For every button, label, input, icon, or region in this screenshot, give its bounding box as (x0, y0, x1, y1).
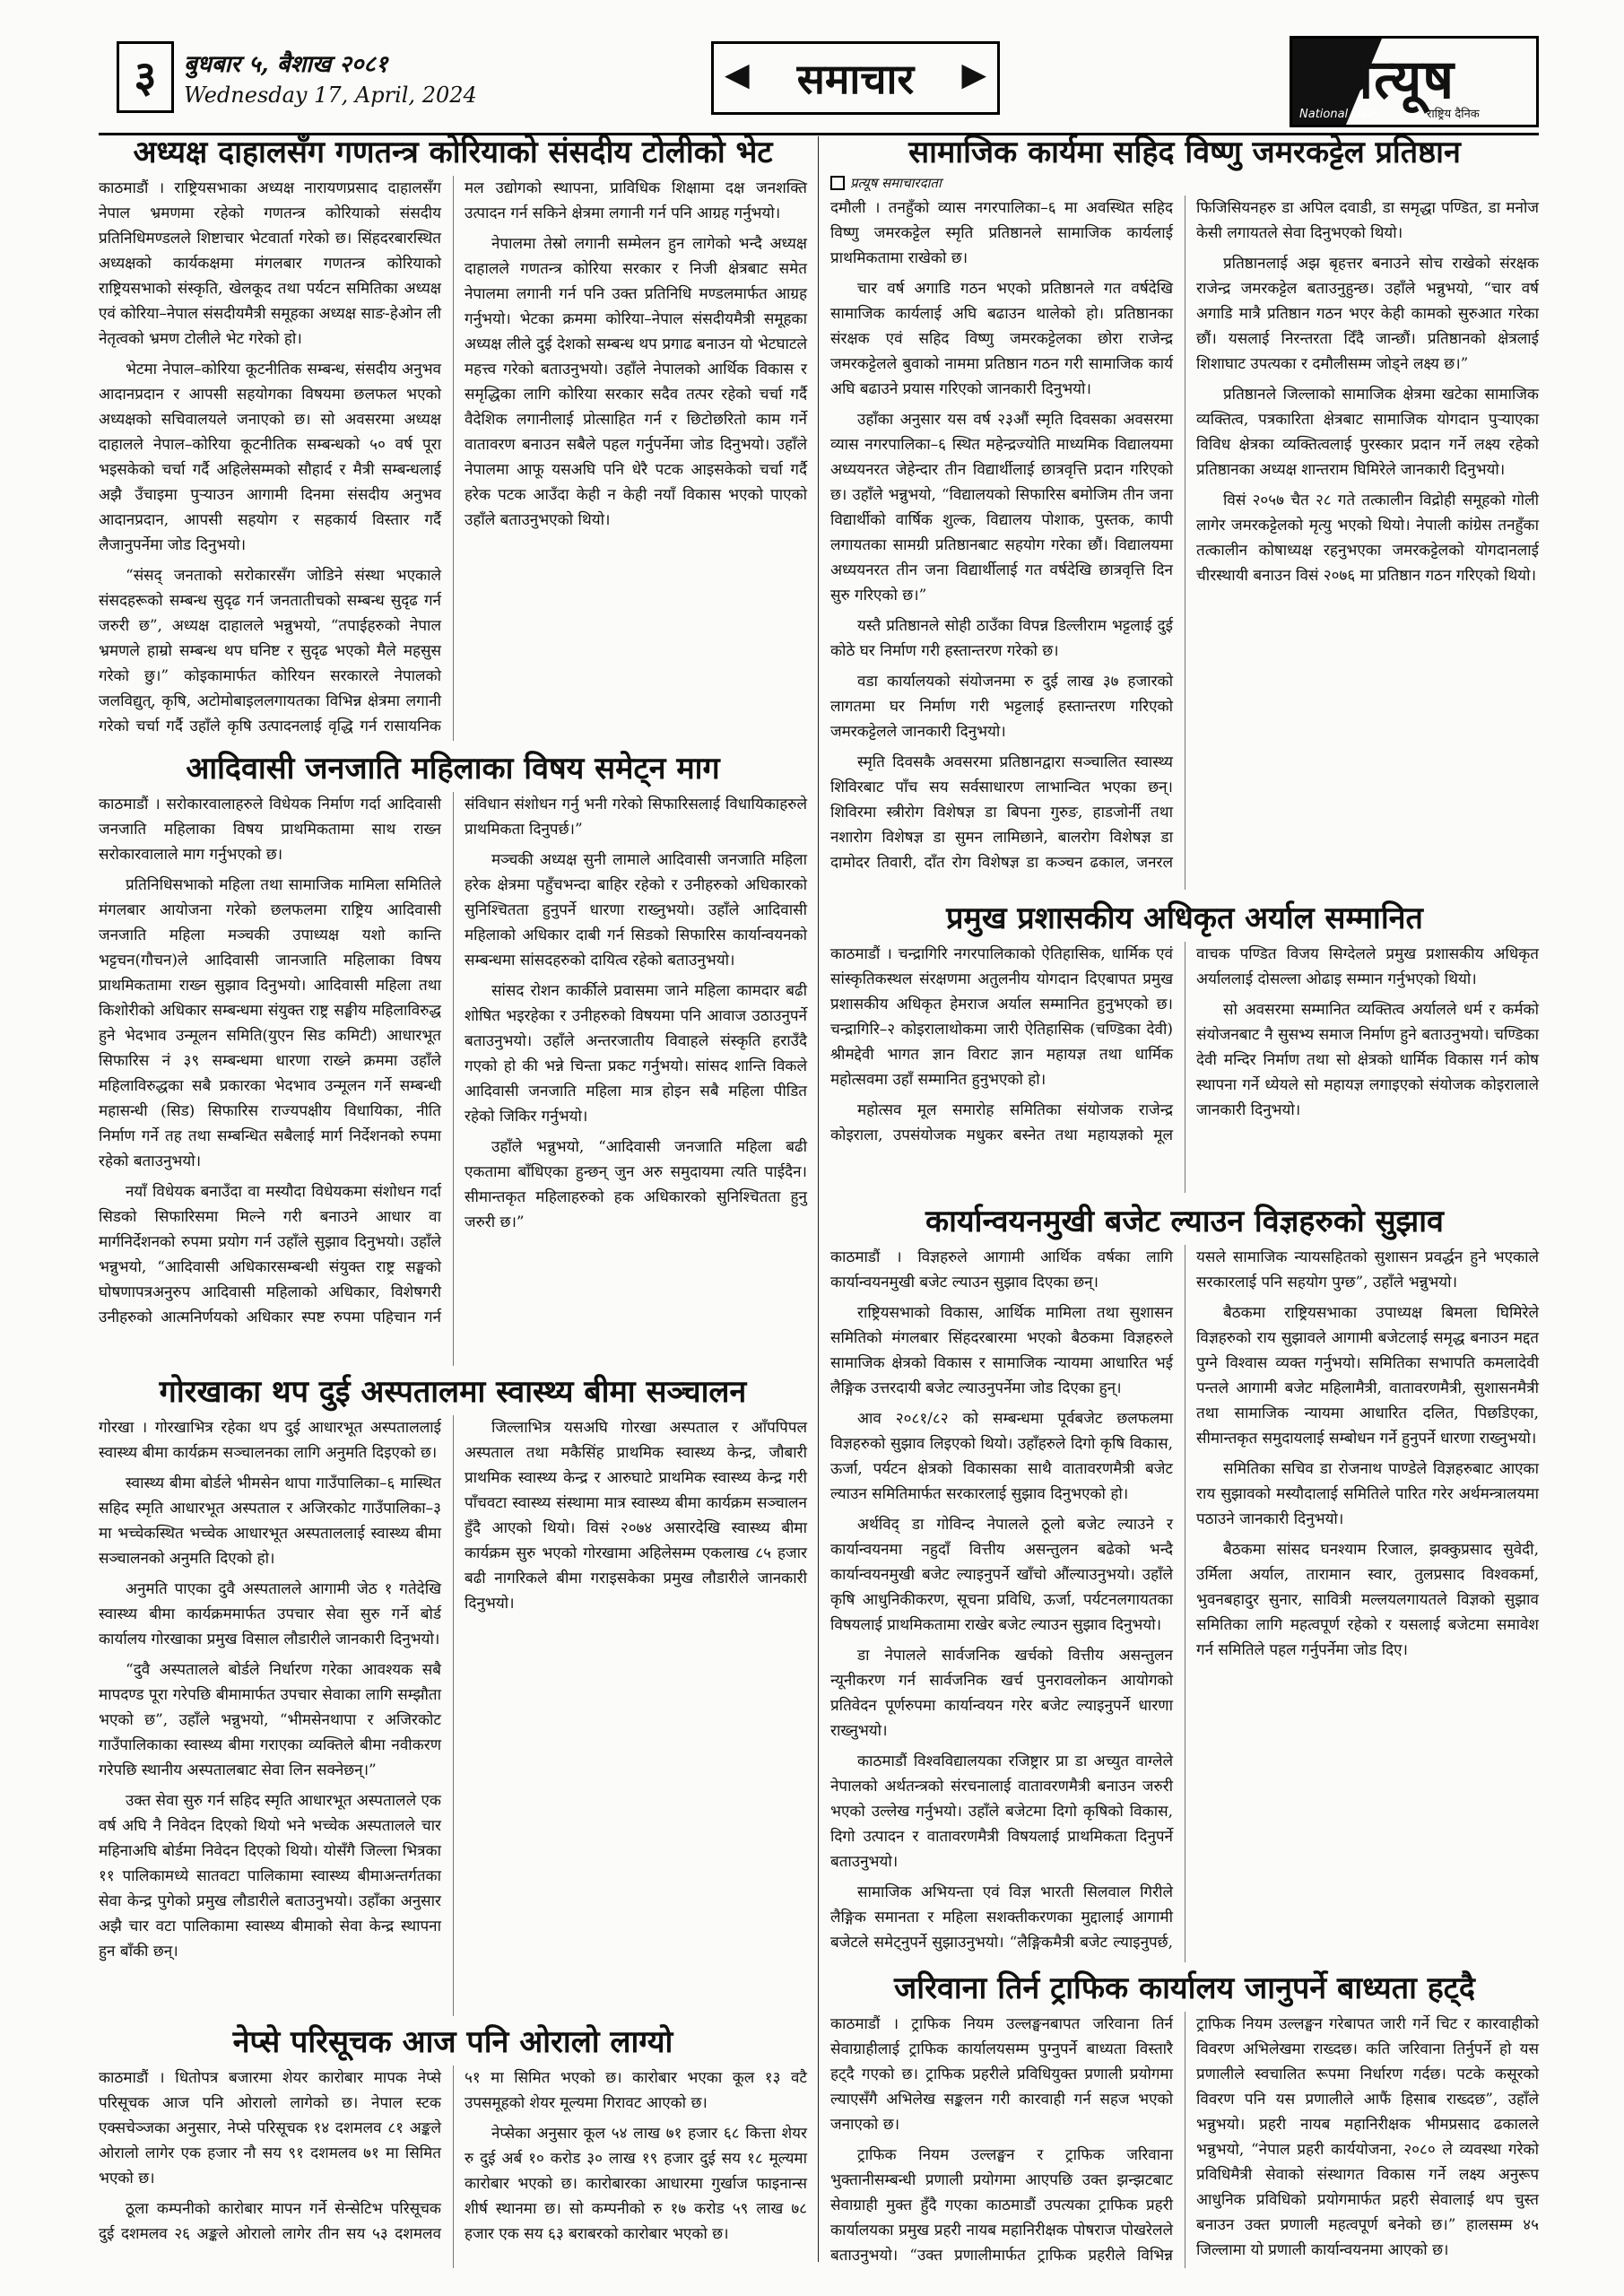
paragraph: सांसद रोशन कार्कीले प्रवासमा जाने महिला कामदार बढी शोषित भइरहेका र उनीहरुको विषयमा पनि आवाज उठाउनुपर्ने बताउनुभयो। उहाँले अन्तरजातीय विवाहले संस्कृति हराउँदै गएको हो की भन्ने चिन्ता प्रकट गर्नुभयो। सांसद शान्ति विकले आदिवासी जनजाति महिला मात्र होइन सबै महिला पीडित रहेको जिकिर गर्नुभयो। (465, 982, 807, 1126)
article-body (830, 1245, 1539, 1962)
article-nepse (99, 2022, 807, 2269)
paragraph: प्रतिष्ठानलाई अझ बृहत्तर बनाउने सोच राखेको संरक्षक राजेन्द्र जमरकट्टेल बताउनुहुन्छ। उहाँले भन्नुभयो, “चार वर्ष अगाडि मात्रै प्रतिष्ठान गठन भएर केही कामको सुरुआत गरेका छौं। यसलाई निरन्तरता दिँदै जान्छौं। प्रतिष्ठानको क्षेत्रलाई शिशाघाट उपत्यका र दमौलीसम्म जोड्ने लक्ष्य छ।” (1196, 255, 1539, 373)
article-body (830, 196, 1539, 890)
article-jamarkattel (830, 133, 1539, 891)
paragraph: काठमाडौं । सरोकारवालाहरुले विधेयक निर्माण गर्दा आदिवासी जनजाति महिलाका विषय प्राथमिकतामा साथ राख्न सरोकारवालाले माग गर्नुभएको छ। (99, 796, 441, 864)
headline: कार्यान्वयनमुखी बजेट ल्याउन विज्ञहरुको सुझाव (925, 1204, 1444, 1239)
paragraph: दमौली । तनहुँको व्यास नगरपालिका–६ मा अवस्थित सहिद विष्णु जमरकट्टेल स्मृति प्रतिष्ठानले सामाजिक कार्यलाई प्राथमिकतामा राखेको छ। (830, 199, 1173, 267)
paragraph: भेटमा नेपाल–कोरिया कूटनीतिक सम्बन्ध, संसदीय अनुभव आदानप्रदान र आपसी सहयोगका विषयमा छलफल भएको अध्यक्षको सचिवालयले जनाएको छ। सो अवसरमा अध्यक्ष दाहालले नेपाल–कोरिया कूटनीतिक सम्बन्धको ५० वर्ष पूरा भइसकेको चर्चा गर्दै अहिलेसम्मको सौहार्द र मैत्री सम्बन्धलाई अझै उँचाइमा पुऱ्याउन आगामी दिनमा संसदीय अनुभव आदानप्रदान, आपसी सहयोग र सहकार्य विस्तार गर्दै लैजानुपर्नेमा जोड दिनुभयो। (99, 361, 441, 554)
date-english: Wednesday 17, April, 2024 (184, 83, 477, 108)
paragraph: “दुवै अस्पतालले बोर्डले निर्धारण गरेका आवश्यक सबै मापदण्ड पूरा गरेपछि बीमामार्फत उपचार सेवाका लागि सम्झौता भएको छ”, उहाँले भन्नुभयो, “भीमसेनथापा र अजिरकोट गाउँपालिकाका स्वास्थ्य बीमा गराएका व्यक्तिले बीमा नवीकरण गरेपछि स्थानीय अस्पतालबाट सेवा लिन सक्नेछन्।” (99, 1661, 441, 1779)
arrow-right-icon: ▶ (961, 57, 986, 93)
paragraph: महोत्सव मूल समारोह समितिका संयोजक राजेन्द्र कोइराला, उपसंयोजक मधुकर बस्नेत तथा महायज्ञको मूल वाचक पण्डित विजय सिग्देलले प्रमुख प्रशासकीय अधिकृत अर्याललाई दोसल्ला ओढाइ सम्मान गर्नुभएको थियो। (830, 945, 1539, 1144)
paragraph: ठूला कम्पनीको कारोबार मापन गर्ने सेन्सेटिभ परिसूचक दुई दशमलव २६ अङ्कले ओरालो लागेर तीन सय ५३ दशमलव ५१ मा सिमित भएको छ। कारोबार भएका कूल १३ वटै उपसमूहको शेयर मूल्यमा गिरावट आएको छ। (99, 2069, 807, 2243)
page-number: ३ (117, 41, 174, 113)
article-korea (99, 133, 807, 743)
headline: जरिवाना तिर्न ट्राफिक कार्यालय जानुपर्ने बाध्यता हट्दै (894, 1970, 1475, 2006)
paragraph: नेपालमा तेस्रो लगानी सम्मेलन हुन लागेको भन्दै अध्यक्ष दाहालले गणतन्त्र कोरिया सरकार र निजी क्षेत्रबाट समेत नेपालमा लगानी गर्न पनि उक्त प्रतिनिधि मण्डलमार्फत आग्रह गर्नुभयो। भेटका क्रममा कोरिया–नेपाल संसदीयमैत्री समूहका अध्यक्ष लीले दुई देशको सम्बन्ध थप प्रगाढ बनाउन यो भेटघाटले महत्त्व गरेको बताउनुभयो। उहाँले नेपालको आर्थिक विकास र समृद्धिका लागि कोरिया सरकार सदैव तत्पर रहेको चर्चा गर्दै वैदेशिक लगानीलाई प्रोत्साहित गर्न र छिटोछरितो काम गर्ने वातावरण बनाउन सबैले पहल गर्नुपर्नेमा जोड दिनुभयो। उहाँले नेपालमा आफू यसअघि पनि धेरै पटक आइसकेको चर्चा गर्दै हरेक पटक आउँदा केही न केही नयाँ विकास भएको पाएको उहाँले बताउनुभएको थियो। (465, 235, 807, 529)
paragraph: वडा कार्यालयको संयोजनमा रु दुई लाख ३७ हजारको लागतमा घर निर्माण गरी भट्टलाई हस्तान्तरण गरिएको जमरकट्टेलले जानकारी दिनुभयो। (830, 673, 1173, 741)
article-body (830, 942, 1539, 1193)
headline: गोरखाका थप दुई अस्पतालमा स्वास्थ्य बीमा सञ्चालन (159, 1374, 747, 1410)
paragraph: प्रतिनिधिसभाको महिला तथा सामाजिक मामिला समितिले मंगलबार आयोजना गरेको छलफलमा राष्ट्रिय आदिवासी जनजाति महिला मञ्चकी उपाध्यक्ष यशो कान्ति भट्टचन(गौचन)ले आदिवासी जानजाति महिलाका विषय प्राथमिकतामा राख्न सुझाव दिनुभयो। आदिवासी महिला तथा किशोरीको अधिकार सम्बन्धमा संयुक्त राष्ट्र सङ्घीय महिलाविरुद्ध हुने भेदभाव उन्मूलन समिति(युएन सिड कमिटी) आधारभूत सिफारिस नं ३९ सम्बन्धमा धारणा राख्ने क्रममा उहाँले महिलाविरुद्धका सबै प्रकारका भेदभाव उन्मूलन गर्ने सम्बन्धी महासन्धी (सिड) सिफारिस राज्यपक्षीय विधायिका, नीति निर्माण गर्ने तह तथा सम्बन्धित सबैलाई मार्ग निर्देशनको रुपमा रहेको बताउनुभयो। (99, 876, 441, 1170)
article-body (99, 792, 807, 1366)
paragraph: काठमाडौं । राष्ट्रियसभाका अध्यक्ष नारायणप्रसाद दाहालसँग नेपाल भ्रमणमा रहेको गणतन्त्र कोरियाको संसदीय प्रतिनिधिमण्डलले शिष्टाचार भेटवार्ता गरेको छ। सिंहदरबारस्थित अध्यक्षको कार्यकक्षमा मंगलबार गणतन्त्र कोरियाको राष्ट्रियसभाको संस्कृति, खेलकूद तथा पर्यटन समितिका अध्यक्ष एवं कोरिया–नेपाल संसदीयमैत्री समूहका अध्यक्ष साङ-हेओन ली नेतृत्वको भ्रमण टोलीले भेट गरेको हो। (99, 179, 441, 348)
paragraph: काठमाडौं । ट्राफिक नियम उल्लङ्घनबापत जरिवाना तिर्न सेवाग्राहीलाई ट्राफिक कार्यालयसम्म पुग्नुपर्ने बाध्यता विस्तारै हट्दै गएको छ। ट्राफिक प्रहरीले प्रविधियुक्त प्रणाली प्रयोगमा ल्याएसँगै अभिलेख सङ्कलन गरी कारवाही गर्न सहज भएको जनाएको छ। (830, 2015, 1173, 2134)
byline-text: प्रत्यूष समाचारदाता (850, 175, 942, 191)
article-budget (830, 1202, 1539, 1964)
paragraph: सो अवसरमा सम्मानित व्यक्तित्व अर्यालले धर्म र कर्मको संयोजनबाट नै सुसभ्य समाज निर्माण हुने बताउनुभयो। चण्डिका देवी मन्दिर निर्माण तथा सो क्षेत्रको धार्मिक विकास गर्न कोष स्थापना गर्ने ध्येयले सो महायज्ञ लगाइएको संयोजक कोइरालाले जानकारी दिनुभयो। (1196, 1001, 1539, 1119)
paragraph: उक्त सेवा सुरु गर्न सहिद स्मृति आधारभूत अस्पतालले एक वर्ष अघि नै निवेदन दिएको थियो भने भच्चेक अस्पतालले चार महिनाअघि बोर्डमा निवेदन दिएको थियो। योसँगै जिल्ला भित्रका ११ पालिकामध्ये सातवटा पालिकामा स्वास्थ्य बीमाअन्तर्गतका सेवा केन्द्र पुगेको प्रमुख लौडारीले बताउनुभयो। उहाँका अनुसार अझै चार वटा पालिकामा स्वास्थ्य बीमाको सेवा केन्द्र स्थापना हुन बाँकी छन्। (99, 1792, 441, 1961)
paragraph: यस्तै प्रतिष्ठानले सोही ठाउँका विपन्न डिल्लीराम भट्टलाई दुई कोठे घर निर्माण गरी हस्तान्तरण गरेको छ। (830, 617, 1173, 660)
paragraph: सामाजिक अभियन्ता एवं विज्ञ भारती सिलवाल गिरीले लैङ्गिक समानता र महिला सशक्तीकरणका मुद्दालाई आगामी बजेटले समेट्नुपर्ने सुझाउनुभयो। “लैङ्गिकमैत्री बजेट ल्याइनुपर्छ, यसले सामाजिक न्यायसहितको सुशासन प्रवर्द्धन हुने भएकाले सरकारलाई पनि सहयोग पुग्छ”, उहाँले भन्नुभयो। (830, 1248, 1539, 1952)
paragraph: ट्राफिक नियम उल्लङ्घन र ट्राफिक जरिवाना भुक्तानीसम्बन्धी प्रणाली प्रयोगमा आएपछि उक्त झन्झटबाट सेवाग्राही मुक्त हुँदै गएका काठमाडौं उपत्यका ट्राफिक प्रहरी कार्यालयका प्रमुख प्रहरी नायब महानिरीक्षक पोषराज पोखरेलले बताउनुभयो। “उक्त प्रणालीमार्फत ट्राफिक प्रहरीले विभिन्न ट्राफिक नियम उल्लङ्घन गरेबापत जारी गर्ने चिट र कारवाहीको विवरण अभिलेखमा राख्दछ। कति जरिवाना तिर्नुपर्ने हो यस प्रणालीले स्वचालित रूपमा निर्धारण गर्दछ। पटके कसूरको विवरण पनि यस प्रणालीले आफैं हिसाब राख्दछ”, उहाँले भन्नुभयो। प्रहरी नायब महानिरीक्षक भीमप्रसाद ढकालले भन्नुभयो, “नेपाल प्रहरी कार्ययोजना, २०८० ले व्यवस्था गरेको प्रविधिमैत्री सेवाको संस्थागत विकास गर्ने लक्ष्य अनुरूप आधुनिक प्रविधिको प्रयोगमार्फत प्रहरी सेवालाई थप चुस्त बनाउन उक्त प्रणाली महत्वपूर्ण बनेको छ।” हालसम्म ४५ जिल्लामा यो प्रणाली कार्यान्वयनमा आएको छ। (830, 2015, 1539, 2265)
section-banner (711, 41, 1000, 115)
article-gorkha (99, 1372, 807, 2018)
arrow-left-icon: ◀ (725, 57, 750, 93)
paragraph: नयाँ विधेयक बनाउँदा वा मस्यौदा विधेयकमा संशोधन गर्दा सिडको सिफारिसमा मिल्ने गरी बनाउने आधार वा मार्गनिर्देशनको रुपमा प्रयोग गर्न उहाँले सुझाव दिनुभयो। उहाँले भन्नुभयो, “आदिवासी अधिकारसम्बन्धी संयुक्त राष्ट्र सङ्घको घोषणापत्रअनुरुप आदिवासी महिलाको अधिकार, विशेषगरी उनीहरुको आत्मनिर्णयको अधिकार स्पष्ट रुपमा पहिचान गर्न संविधान संशोधन गर्नु भनी गरेको सिफारिसलाई विधायिकाहरुले प्राथमिकता दिनुपर्छ।” (99, 796, 807, 1326)
headline: सामाजिक कार्यमा सहिद विष्णु जमरकट्टेल प्रतिष्ठान (908, 135, 1461, 170)
date-nepali: बुधबार ५, बैशाख २०८१ (184, 51, 388, 78)
article-adibasi (99, 749, 807, 1368)
article-body (99, 176, 807, 741)
paragraph: प्रतिष्ठानले जिल्लाको सामाजिक क्षेत्रमा खटेका सामाजिक व्यक्तित्व, पत्रकारिता क्षेत्रबाट सामाजिक योगदान पुऱ्याएका विविध क्षेत्रका व्यक्तित्वलाई पुरस्कार प्रदान गर्ने लक्ष्य रहेको प्रतिष्ठानका अध्यक्ष शान्तराम घिमिरेले जानकारी दिनुभयो। (1196, 386, 1539, 479)
paragraph: चार वर्ष अगाडि गठन भएको प्रतिष्ठानले गत वर्षदेखि सामाजिक कार्यलाई अघि बढाउन थालेको हो। प्रतिष्ठानका संरक्षक एवं सहिद विष्णु जमरकट्टेलका छोरा राजेन्द्र जमरकट्टेलले बुवाको नाममा प्रतिष्ठान गठन गरी सामाजिक कार्य अघि बढाउने प्रयास गरिएको जानकारी दिनुभयो। (830, 280, 1173, 398)
article-body (99, 1415, 807, 2016)
byline-box-icon (830, 176, 845, 190)
paragraph: बैठकमा सांसद घनश्याम रिजाल, झक्कुप्रसाद सुवेदी, उर्मिला अर्याल, तारामान स्वार, तुलप्रसाद विश्वकर्मा, भुवनबहादुर सुनार, सावित्री मल्लयलगायतले विज्ञको सुझाव समितिका लागि महत्वपूर्ण रहेको र यसलाई बजेटमा समावेश गर्न समितिले पहल गर्नुपर्नेमा जोड दिए। (1196, 1541, 1539, 1659)
paragraph: जिल्लाभित्र यसअघि गोरखा अस्पताल र आँपपिपल अस्पताल तथा मकैसिंह प्राथमिक स्वास्थ्य केन्द्र, जौबारी प्राथमिक स्वास्थ्य केन्द्र र आरुघाटे प्राथमिक स्वास्थ्य केन्द्र गरी पाँचवटा स्वास्थ्य संस्थामा मात्र स्वास्थ्य बीमा कार्यक्रम सञ्चालन हुँदै आएको थियो। विसं २०७४ असारदेखि स्वास्थ्य बीमा कार्यक्रम सुरु भएको गोरखामा अहिलेसम्म एकलाख ८५ हजार बढी नागरिकले बीमा गराइसकेका प्रमुख लौडारीले जानकारी दिनुभयो। (465, 1419, 807, 1613)
paragraph: “संसद् जनताको सरोकारसँग जोडिने संस्था भएकाले संसदहरूको सम्बन्ध सुदृढ गर्न जनतातीचको सम्बन्ध सुदृढ गर्न जरुरी छ”, अध्यक्ष दाहालले भन्नुभयो, “तपाईहरुको नेपाल भ्रमणले हाम्रो सम्बन्ध थप घनिष्ट र सुदृढ भएको मैले महसुस गरेको छु।” कोइकामार्फत कोरियन सरकारले नेपालको जलविद्युत्, कृषि, अटोमोबाइललगायतका विभिन्न क्षेत्रमा लगानी गरेको चर्चा गर्दै उहाँले कृषि उत्पादनलाई वृद्धि गर्न रासायनिक मल उद्योगको स्थापना, प्राविधिक शिक्षामा दक्ष जनशक्ति उत्पादन गर्न सकिने क्षेत्रमा लगानी गर्न पनि आग्रह गर्नुभयो। (99, 179, 807, 735)
paragraph: उहाँका अनुसार यस वर्ष २३औं स्मृति दिवसका अवसरमा व्यास नगरपालिका–६ स्थित महेन्द्रज्योति माध्यमिक विद्यालयमा अध्ययनरत जेहेन्दार तीन विद्यार्थीलाई छात्रवृत्ति प्रदान गरिएको छ। उहाँले भन्नुभयो, “विद्यालयको सिफारिस बमोजिम तीन जना विद्यार्थीको वार्षिक शुल्क, विद्यालय पोशाक, पुस्तक, कापी लगायतका सामग्री प्रतिष्ठानबाट सहयोग गरेका छौं। विद्यालयमा अध्ययनरत तीन जना विद्यार्थीलाई गत वर्षदेखि छात्रवृत्ति दिन सुरु गरिएको छ।” (830, 411, 1173, 604)
paragraph: गोरखा । गोरखाभित्र रहेका थप दुई आधारभूत अस्पताललाई स्वास्थ्य बीमा कार्यक्रम सञ्चालनका लागि अनुमति दिइएको छ। (99, 1419, 441, 1462)
paragraph: समितिका सचिव डा रोजनाथ पाण्डेले विज्ञहरुबाट आएका राय सुझावको मस्यौदालाई समितिले पारित गरेर अर्थमन्त्रालयमा पठाउने जानकारी दिनुभयो। (1196, 1460, 1539, 1528)
paragraph: उहाँले भन्नुभयो, “आदिवासी जनजाति महिला बढी एकतामा बाँधिएका हुन्छन् जुन अरु समुदायमा त्यति पाईदैन। सीमान्तकृत महिलाहरुको हक अधिकारको सुनिश्चितता हुनु जरुरी छ।” (465, 1138, 807, 1231)
logo-wordmark: प्रत्यूष (1342, 48, 1455, 111)
paragraph: स्मृति दिवसकै अवसरमा प्रतिष्ठानद्वारा सञ्चालित स्वास्थ्य शिविरबाट पाँच सय सर्वसाधारण लाभान्वित भएका छन्। शिविरमा स्त्रीरोग विशेषज्ञ डा बिपना गुरुङ, हाडजोर्नी तथा नशारोग विशेषज्ञ डा सुमन लामिछाने, बालरोग विशेषज्ञ डा दामोदर तिवारी, दाँत रोग विशेषज्ञ डा कञ्चन ढकाल, जनरल फिजिसियनहरु डा अपिल दवाडी, डा समृद्धा पण्डित, डा मनोज केसी लगायतले सेवा दिनुभएको थियो। (830, 199, 1539, 872)
byline (830, 174, 1539, 192)
logo-tagline-en: National Daily (1299, 108, 1382, 121)
paragraph: विसं २०५७ चैत २८ गते तत्कालीन विद्रोही समूहको गोली लागेर जमरकट्टेलको मृत्यु भएको थियो। नेपाली कांग्रेस तनहुँका तत्कालीन कोषाध्यक्ष रहनुभएका जमरकट्टेलको योगदानलाई चीरस्थायी बनाउन विसं २०७६ मा प्रतिष्ठान गठन गरिएको थियो। (1196, 491, 1539, 585)
newspaper-page (99, 36, 1539, 2269)
article-traffic (830, 1969, 1539, 2269)
section-title: समाचार (796, 55, 915, 103)
paragraph: डा नेपालले सार्वजनिक खर्चको वित्तीय असन्तुलन न्यूनीकरण गर्न सार्वजनिक खर्च पुनरावलोकन आयोगको प्रतिवेदन पूर्णरुपमा कार्यान्वयन गरेर बजेट ल्याइनुपर्ने धारणा राख्नुभयो। (830, 1647, 1173, 1740)
paragraph: अनुमति पाएका दुवै अस्पतालले आगामी जेठ १ गतेदेखि स्वास्थ्य बीमा कार्यक्रममार्फत उपचार सेवा सुरु गर्ने बोर्ड कार्यालय गोरखाका प्रमुख विसाल लौडारीले जानकारी दिनुभयो। (99, 1580, 441, 1648)
paragraph: आव २०८१/८२ को सम्बन्धमा पूर्वबजेट छलफलमा विज्ञहरुको सुझाव लिइएको थियो। उहाँहरुले दिगो कृषि विकास, ऊर्जा, पर्यटन क्षेत्रको विकासका साथै वातावरणमैत्री बजेट ल्याउन समितिमार्फत सरकारलाई सुझाव दिनुभएको हो। (830, 1410, 1173, 1503)
paragraph: अर्थविद् डा गोविन्द नेपालले ठूलो बजेट ल्याउने र कार्यान्वयनमा नहुदाँ वित्तीय असन्तुलन बढेको भन्दै कार्यान्वयनमुखी बजेट ल्याइनुपर्ने खाँचो औंल्याउनुभयो। उहाँले कृषि आधुनिकीकरण, सूचना प्रविधि, ऊर्जा, पर्यटनलगायतका विषयलाई प्राथमिकतामा राखेर बजेट ल्याउन सुझाव दिनुभयो। (830, 1516, 1173, 1634)
paragraph: काठमाडौं विश्वविद्यालयका रजिष्ट्रार प्रा डा अच्युत वाग्लेले नेपालको अर्थतन्त्रको संरचनालाई वातावरणमैत्री बनाउन जरुरी भएको उल्लेख गर्नुभयो। उहाँले बजेटमा दिगो कृषिको विकास, दिगो उत्पादन र वातावरणमैत्री विषयलाई प्राथमिकता दिनुपर्ने बताउनुभयो। (830, 1752, 1173, 1871)
logo-tagline-np: राष्ट्रिय दैनिक (1427, 108, 1480, 121)
headline: आदिवासी जनजाति महिलाका विषय समेट्न माग (186, 751, 720, 787)
paragraph: बैठकमा राष्ट्रियसभाका उपाध्यक्ष बिमला घिमिरेले विज्ञहरुको राय सुझावले आगामी बजेटलाई समृद्ध बनाउन मद्दत पुग्ने विश्वास व्यक्त गर्नुभयो। समितिका सभापति कमलादेवी पन्तले आगामी बजेट महिलामैत्री, वातावरणमैत्री, सुशासनमैत्री तथा सामाजिक न्यायमा आधारित दलित, पिछडिएका, सीमान्तकृत समुदायलाई सम्बोधन गर्ने हुनुपर्ने धारणा राख्नुभयो। (1196, 1304, 1539, 1448)
paragraph: काठमाडौं । विज्ञहरुले आगामी आर्थिक वर्षका लागि कार्यान्वयनमुखी बजेट ल्याउन सुझाव दिएका छन्। (830, 1248, 1173, 1292)
article-body (99, 2066, 807, 2268)
masthead (99, 36, 1539, 135)
paragraph: काठमाडौं । चन्द्रागिरि नगरपालिकाको ऐतिहासिक, धार्मिक एवं सांस्कृतिकस्थल संरक्षणमा अतुलनीय योगदान दिएबापत प्रमुख प्रशासकीय अधिकृत हेमराज अर्याल सम्मानित हुनुभएको छ। चन्द्रागिरि–२ कोइरालाथोकमा जारी ऐतिहासिक (चण्डिका देवी) श्रीमद्देवी भागत ज्ञान विराट ज्ञान महायज्ञ तथा धार्मिक महोत्सवमा उहाँ सम्मानित हुनुभएको हो। (830, 945, 1173, 1089)
headline: प्रमुख प्रशासकीय अधिकृत अर्याल सम्मानित (946, 900, 1423, 936)
headline: नेप्से परिसूचक आज पनि ओरालो लाग्यो (232, 2024, 673, 2060)
paragraph: मञ्चकी अध्यक्ष सुनी लामाले आदिवासी जनजाति महिला हरेक क्षेत्रमा पहुँचभन्दा बाहिर रहेको र उनीहरुको अधिकारको सुनिश्चितता हुनुपर्ने धारणा राख्नुभयो। उहाँले आदिवासी महिलाको अधिकार दाबी गर्न सिडको सिफारिस कार्यान्वयनको सम्बन्धमा सांसदहरुको दायित्व रहेको बताउनुभयो। (465, 851, 807, 970)
paragraph: नेप्सेका अनुसार कूल ५४ लाख ७१ हजार ६८ कित्ता शेयर रु दुई अर्ब १० करोड ३० लाख १९ हजार दुई सय १८ मूल्यमा कारोबार भएको छ। कारोबारका आधारमा गुर्खाज फाइनान्स शीर्ष स्थानमा छ। सो कम्पनीको रु १७ करोड ५९ लाख ७८ हजार एक सय ६३ बराबरको कारोबार भएको छ। (465, 2125, 807, 2243)
newspaper-logo (1290, 36, 1539, 127)
column-divider (818, 136, 819, 2262)
article-body (830, 2012, 1539, 2268)
dateline (184, 47, 477, 108)
article-aryal (830, 899, 1539, 1195)
paragraph: स्वास्थ्य बीमा बोर्डले भीमसेन थापा गाउँपालिका–६ मास्थित सहिद स्मृति आधारभूत अस्पताल र अजिरकोट गाउँपालिका–३ मा भच्चेकस्थित भच्चेक आधारभूत अस्पताललाई स्वास्थ्य बीमा सञ्चालनको अनुमति दिएको हो। (99, 1474, 441, 1568)
paragraph: राष्ट्रियसभाको विकास, आर्थिक मामिला तथा सुशासन समितिको मंगलबार सिंहदरबारमा भएको बैठकमा विज्ञहरुले सामाजिक क्षेत्रको विकास र सामाजिक न्यायमा आधारित भई लैङ्गिक उत्तरदायी बजेट ल्याउनुपर्नेमा जोड दिएका हुन्। (830, 1304, 1173, 1397)
paragraph: काठमाडौं । धितोपत्र बजारमा शेयर कारोबार मापक नेप्से परिसूचक आज पनि ओरालो लागेको छ। नेपाल स्टक एक्सचेञ्जका अनुसार, नेप्से परिसूचक १४ दशमलव ८१ अङ्कले ओरालो लागेर एक हजार नौ सय ९१ दशमलव ७१ मा सिमित भएको छ। (99, 2069, 441, 2187)
headline: अध्यक्ष दाहालसँग गणतन्त्र कोरियाको संसदीय टोलीको भेट (133, 135, 773, 170)
